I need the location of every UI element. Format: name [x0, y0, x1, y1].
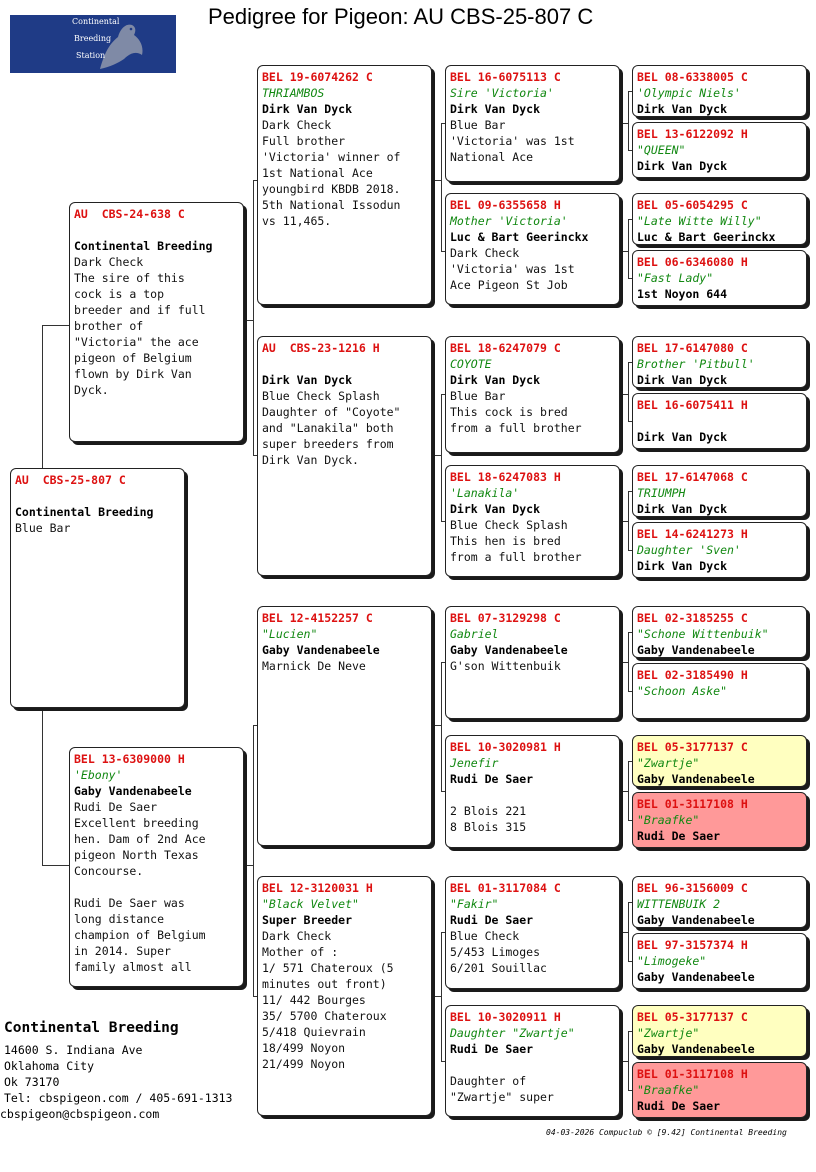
- connector-line: [441, 932, 442, 1061]
- contact-email: cbspigeon@cbspigeon.com: [0, 1107, 160, 1121]
- description-line: 2 Blois 221: [450, 804, 527, 818]
- ring-number: BEL 07-3129298 C: [450, 611, 561, 625]
- description-line: Rudi De Saer was: [74, 896, 185, 910]
- spacer: [262, 356, 427, 372]
- connector-line: [244, 865, 253, 866]
- description-line: Rudi De Saer: [74, 800, 158, 814]
- description-line: Blue Check Splash: [450, 518, 568, 532]
- pigeon-owner: Dirk Van Dyck: [450, 102, 541, 116]
- contact-address-3: Ok 73170: [4, 1075, 60, 1089]
- spacer: [450, 1057, 615, 1073]
- connector-line: [432, 725, 441, 726]
- connector-line: [432, 455, 441, 456]
- description-line: 8 Blois 315: [450, 820, 527, 834]
- ring-number: BEL 05-3177137 C: [637, 1010, 748, 1024]
- ring-number: AU CBS-23-1216 H: [262, 341, 380, 355]
- pigeon-owner: Luc & Bart Geerinckx: [450, 230, 589, 244]
- connector-line: [42, 865, 69, 866]
- ring-number: BEL 05-3177137 C: [637, 740, 748, 754]
- pigeon-name: Mother 'Victoria': [450, 214, 568, 228]
- pigeon-owner: Dirk Van Dyck: [637, 373, 728, 387]
- pigeon-logo-icon: [90, 19, 150, 71]
- pigeon-card-dam-sire[interactable]: [257, 606, 432, 846]
- pigeon-name: THRIAMBOS: [262, 86, 325, 100]
- logo-line-1: Continental: [72, 17, 120, 26]
- pigeon-name: 'Olympic Niels': [637, 86, 741, 100]
- description-line: Mother of :: [262, 945, 339, 959]
- ring-number: BEL 06-6346080 H: [637, 255, 748, 269]
- pigeon-owner: Rudi De Saer: [637, 1099, 721, 1113]
- pigeon-card-g12[interactable]: [632, 792, 807, 848]
- spacer: [74, 222, 239, 238]
- connector-line: [620, 791, 628, 792]
- spacer: [637, 413, 802, 429]
- connector-line: [628, 91, 629, 150]
- description-line: Dark Check: [74, 255, 144, 269]
- description-line: Concourse.: [74, 864, 144, 878]
- pigeon-owner: Dirk Van Dyck: [450, 373, 541, 387]
- connector-line: [620, 251, 628, 252]
- connector-line: [628, 362, 629, 421]
- description-line: Dyck.: [74, 383, 109, 397]
- pigeon-name: TRIUMPH: [637, 486, 686, 500]
- description-line: long distance: [74, 912, 165, 926]
- description-line: Dark Check: [450, 246, 520, 260]
- ring-number: AU CBS-24-638 C: [74, 207, 185, 221]
- ring-number: BEL 02-3185255 C: [637, 611, 748, 625]
- description-line: 1/ 571 Chateroux (5: [262, 961, 394, 975]
- ring-number: BEL 96-3156009 C: [637, 881, 748, 895]
- pigeon-owner: Super Breeder: [262, 913, 353, 927]
- pigeon-card-g1[interactable]: [632, 65, 807, 117]
- description-line: Blue Bar: [15, 521, 71, 535]
- description-line: 'Victoria' was 1st: [450, 134, 575, 148]
- description-line: National Ace: [450, 150, 534, 164]
- pigeon-card-sss[interactable]: [445, 65, 620, 182]
- description-line: "Zwartje" super: [450, 1090, 554, 1104]
- page-title: Pedigree for Pigeon: AU CBS-25-807 C: [208, 4, 594, 29]
- description-line: from a full brother: [450, 421, 582, 435]
- description-line: 'Victoria' winner of: [262, 150, 401, 164]
- connector-line: [628, 491, 629, 550]
- pigeon-owner: Dirk Van Dyck: [637, 502, 728, 516]
- description-line: This hen is bred: [450, 534, 561, 548]
- pigeon-card-g13[interactable]: [632, 876, 807, 928]
- description-line: Blue Bar: [450, 389, 506, 403]
- spacer: [74, 879, 239, 895]
- pigeon-owner: Luc & Bart Geerinckx: [637, 230, 776, 244]
- pigeon-card-subject[interactable]: [10, 468, 185, 708]
- description-line: from a full brother: [450, 550, 582, 564]
- connector-line: [628, 902, 629, 961]
- pigeon-owner: Dirk Van Dyck: [262, 102, 353, 116]
- pigeon-name: COYOTE: [450, 357, 492, 371]
- pigeon-card-g2[interactable]: [632, 122, 807, 178]
- connector-line: [42, 325, 69, 326]
- connector-line: [441, 123, 442, 251]
- pigeon-card-sds[interactable]: [445, 336, 620, 453]
- pigeon-name: Brother 'Pitbull': [637, 357, 755, 371]
- description-line: 5th National Issodun: [262, 198, 401, 212]
- description-line: pigeon of Belgium: [74, 351, 192, 365]
- pigeon-card-sire-sire[interactable]: [257, 65, 432, 305]
- ring-number: BEL 17-6147080 C: [637, 341, 748, 355]
- ring-number: BEL 19-6074262 C: [262, 70, 373, 84]
- description-line: Ace Pigeon St Job: [450, 278, 568, 292]
- pigeon-name: "Schone Wittenbuik": [637, 627, 769, 641]
- connector-line: [620, 932, 628, 933]
- contact-name: Continental Breeding: [4, 1020, 179, 1036]
- connector-line: [620, 662, 628, 663]
- pigeon-owner: Gaby Vandenabeele: [74, 784, 192, 798]
- pigeon-name: "QUEEN": [637, 143, 686, 157]
- description-line: Daughter of: [450, 1074, 527, 1088]
- pigeon-owner: Dirk Van Dyck: [637, 159, 728, 173]
- connector-line: [620, 123, 628, 124]
- pigeon-name: WITTENBUIK 2: [637, 897, 721, 911]
- pigeon-owner: Gaby Vandenabeele: [262, 643, 380, 657]
- pigeon-card-g9[interactable]: [632, 606, 807, 658]
- pigeon-card-g7[interactable]: [632, 465, 807, 517]
- description-line: Blue Bar: [450, 118, 506, 132]
- pigeon-owner: Continental Breeding: [74, 239, 213, 253]
- connector-line: [628, 761, 629, 820]
- ring-number: BEL 09-6355658 H: [450, 198, 561, 212]
- pigeon-card-g4[interactable]: [632, 250, 807, 306]
- pigeon-owner: Gaby Vandenabeele: [637, 1042, 755, 1056]
- description-line: breeder and if full: [74, 303, 206, 317]
- pigeon-name: "Fast Lady": [637, 271, 714, 285]
- logo-line-3: Station: [76, 51, 106, 60]
- description-line: minutes out front): [262, 977, 387, 991]
- description-line: super breeders from: [262, 437, 394, 451]
- connector-line: [253, 725, 254, 996]
- description-line: Daughter of "Coyote": [262, 405, 401, 419]
- ring-number: BEL 08-6338005 C: [637, 70, 748, 84]
- description-line: and "Lanakila" both: [262, 421, 394, 435]
- contact-address-2: Oklahoma City: [4, 1059, 95, 1073]
- ring-number: BEL 18-6247079 C: [450, 341, 561, 355]
- ring-number: BEL 14-6241273 H: [637, 527, 748, 541]
- description-line: Dark Check: [262, 929, 332, 943]
- pigeon-name: "Fakir": [450, 897, 499, 911]
- pigeon-card-g3[interactable]: [632, 193, 807, 245]
- contact-block: [0, 1018, 233, 1122]
- pigeon-card-g11[interactable]: [632, 735, 807, 787]
- pigeon-card-dam[interactable]: [69, 747, 244, 987]
- description-line: in 2014. Super: [74, 944, 171, 958]
- ring-number: BEL 10-3020911 H: [450, 1010, 561, 1024]
- connector-line: [432, 996, 441, 997]
- description-line: Dark Check: [262, 118, 332, 132]
- pigeon-name: 'Ebony': [74, 768, 123, 782]
- ring-number: BEL 02-3185490 H: [637, 668, 748, 682]
- pigeon-owner: Gaby Vandenabeele: [450, 643, 568, 657]
- ring-number: BEL 05-6054295 C: [637, 198, 748, 212]
- description-line: 5/418 Quievrain: [262, 1025, 366, 1039]
- description-line: cock is a top: [74, 287, 165, 301]
- pigeon-card-sire[interactable]: [69, 202, 244, 442]
- description-line: family almost all: [74, 960, 192, 974]
- description-line: 21/499 Noyon: [262, 1057, 346, 1071]
- spacer: [450, 787, 615, 803]
- description-line: "Victoria" the ace: [74, 335, 199, 349]
- description-line: 1st National Ace: [262, 166, 373, 180]
- ring-number: BEL 01-3117084 C: [450, 881, 561, 895]
- description-line: vs 11,465.: [262, 214, 332, 228]
- pigeon-name: "Braafke": [637, 813, 700, 827]
- ring-number: AU CBS-25-807 C: [15, 473, 126, 487]
- connector-line: [620, 1061, 628, 1062]
- pigeon-owner: Rudi De Saer: [450, 772, 534, 786]
- ring-number: BEL 18-6247083 H: [450, 470, 561, 484]
- pigeon-owner: Gaby Vandenabeele: [637, 772, 755, 786]
- pigeon-owner: Rudi De Saer: [450, 913, 534, 927]
- description-line: This cock is bred: [450, 405, 568, 419]
- pigeon-name: "Late Witte Willy": [637, 214, 762, 228]
- pigeon-owner: Gaby Vandenabeele: [637, 970, 755, 984]
- spacer: [15, 488, 180, 504]
- connector-line: [628, 219, 629, 278]
- pigeon-owner: Rudi De Saer: [450, 1042, 534, 1056]
- ring-number: BEL 10-3020981 H: [450, 740, 561, 754]
- connector-line: [244, 320, 253, 321]
- contact-address-1: 14600 S. Indiana Ave: [4, 1043, 143, 1057]
- pigeon-card-dsd[interactable]: [445, 735, 620, 848]
- pigeon-owner: Gaby Vandenabeele: [637, 913, 755, 927]
- pigeon-card-dam-dam[interactable]: [257, 876, 432, 1116]
- pigeon-owner: Dirk Van Dyck: [450, 502, 541, 516]
- description-line: flown by Dirk Van: [74, 367, 192, 381]
- description-line: Marnick De Neve: [262, 659, 366, 673]
- pigeon-card-g6[interactable]: [632, 393, 807, 449]
- pigeon-name: "Limogeke": [637, 954, 707, 968]
- pigeon-card-g14[interactable]: [632, 933, 807, 989]
- pigeon-name: Daughter "Zwartje": [450, 1026, 575, 1040]
- pigeon-card-g16[interactable]: [632, 1062, 807, 1118]
- pigeon-card-g10[interactable]: [632, 663, 807, 719]
- pigeon-card-sire-dam[interactable]: [257, 336, 432, 576]
- pigeon-card-g8[interactable]: [632, 522, 807, 578]
- description-line: brother of: [74, 319, 144, 333]
- pigeon-card-dds[interactable]: [445, 876, 620, 989]
- logo: [10, 15, 176, 73]
- connector-line: [42, 708, 43, 865]
- pigeon-owner: Dirk Van Dyck: [262, 373, 353, 387]
- pigeon-card-g5[interactable]: [632, 336, 807, 388]
- description-line: 'Victoria' was 1st: [450, 262, 575, 276]
- pigeon-name: Jenefir: [450, 756, 499, 770]
- pigeon-name: "Braafke": [637, 1083, 700, 1097]
- ring-number: BEL 01-3117108 H: [637, 797, 748, 811]
- description-line: 35/ 5700 Chateroux: [262, 1009, 387, 1023]
- pigeon-card-ssd[interactable]: [445, 193, 620, 305]
- pigeon-owner: Dirk Van Dyck: [637, 102, 728, 116]
- pigeon-name: "Lucien": [262, 627, 318, 641]
- description-line: youngbird KBDB 2018.: [262, 182, 401, 196]
- pigeon-owner: Dirk Van Dyck: [637, 559, 728, 573]
- ring-number: BEL 13-6309000 H: [74, 752, 185, 766]
- ring-number: BEL 12-4152257 C: [262, 611, 373, 625]
- description-line: 18/499 Noyon: [262, 1041, 346, 1055]
- connector-line: [628, 1031, 629, 1090]
- connector-line: [441, 662, 442, 791]
- connector-line: [432, 180, 441, 181]
- description-line: G'son Wittenbuik: [450, 659, 561, 673]
- ring-number: BEL 16-6075113 C: [450, 70, 561, 84]
- pigeon-card-sdd[interactable]: [445, 465, 620, 577]
- connector-line: [620, 394, 628, 395]
- connector-line: [620, 521, 628, 522]
- description-line: pigeon North Texas: [74, 848, 199, 862]
- pigeon-name: Sire 'Victoria': [450, 86, 554, 100]
- logo-line-2: Breeding: [74, 34, 112, 43]
- description-line: hen. Dam of 2nd Ace: [74, 832, 206, 846]
- pigeon-card-g15[interactable]: [632, 1005, 807, 1057]
- pigeon-card-ddd[interactable]: [445, 1005, 620, 1117]
- ring-number: BEL 12-3120031 H: [262, 881, 373, 895]
- description-line: champion of Belgium: [74, 928, 206, 942]
- description-line: The sire of this: [74, 271, 185, 285]
- ring-number: BEL 97-3157374 H: [637, 938, 748, 952]
- pigeon-owner: Dirk Van Dyck: [637, 430, 728, 444]
- description-line: 11/ 442 Bourges: [262, 993, 366, 1007]
- description-line: Blue Check Splash: [262, 389, 380, 403]
- description-line: Full brother: [262, 134, 346, 148]
- description-line: Blue Check: [450, 929, 520, 943]
- ring-number: BEL 01-3117108 H: [637, 1067, 748, 1081]
- pigeon-name: Daughter 'Sven': [637, 543, 741, 557]
- ring-number: BEL 17-6147068 C: [637, 470, 748, 484]
- pigeon-card-dss[interactable]: [445, 606, 620, 719]
- pigeon-owner: Rudi De Saer: [637, 829, 721, 843]
- connector-line: [253, 180, 254, 455]
- connector-line: [42, 325, 43, 468]
- pigeon-name: "Schoon Aske": [637, 684, 728, 698]
- pigeon-name: Gabriel: [450, 627, 499, 641]
- ring-number: BEL 16-6075411 H: [637, 398, 748, 412]
- pigeon-owner: 1st Noyon 644: [637, 287, 728, 301]
- description-line: Dirk Van Dyck.: [262, 453, 359, 467]
- footer: 04-03-2026 Compuclub © [9.42] Continental Breeding: [546, 1128, 787, 1137]
- ring-number: BEL 13-6122092 H: [637, 127, 748, 141]
- description-line: 5/453 Limoges: [450, 945, 541, 959]
- contact-tel: Tel: cbspigeon.com / 405-691-1313: [4, 1091, 233, 1105]
- pigeon-owner: Continental Breeding: [15, 505, 154, 519]
- connector-line: [441, 394, 442, 521]
- pigeon-name: "Zwartje": [637, 1026, 700, 1040]
- description-line: 6/201 Souillac: [450, 961, 547, 975]
- pigeon-name: "Black Velvet": [262, 897, 359, 911]
- pigeon-owner: Gaby Vandenabeele: [637, 643, 755, 657]
- pigeon-name: 'Lanakila': [450, 486, 520, 500]
- description-line: Excellent breeding: [74, 816, 199, 830]
- connector-line: [628, 632, 629, 691]
- pigeon-name: "Zwartje": [637, 756, 700, 770]
